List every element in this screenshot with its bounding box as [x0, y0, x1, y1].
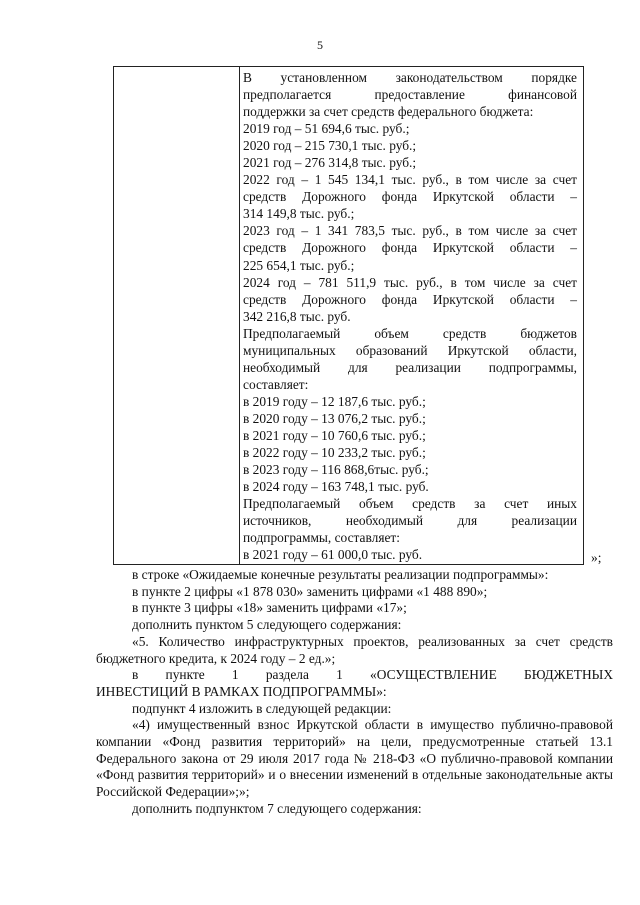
- closing-quote: »;: [591, 550, 602, 565]
- paragraph: в пункте 3 цифры «18» заменить цифрами «17»;: [132, 600, 407, 616]
- municipal-heading: Предполагаемый объем средств бюджетов: [243, 325, 577, 341]
- cell-line: поддержки за счет средств федерального бюджета:: [243, 104, 534, 120]
- cell-line: 225 654,1 тыс. руб.;: [243, 257, 355, 273]
- cell-line: средств Дорожного фонда Иркутской области –: [243, 240, 577, 256]
- cell-line: муниципальных образований Иркутской области,: [243, 342, 577, 358]
- municipal-2020: в 2020 году – 13 076,2 тыс. руб.;: [243, 410, 426, 426]
- municipal-2021: в 2021 году – 10 760,6 тыс. руб.;: [243, 427, 426, 443]
- page-number: 5: [317, 38, 323, 52]
- cell-line: средств Дорожного фонда Иркутской области –: [243, 189, 577, 205]
- municipal-2019: в 2019 году – 12 187,6 тыс. руб.;: [243, 393, 426, 409]
- paragraph: подпункт 4 изложить в следующей редакции:: [132, 700, 392, 716]
- paragraph: «5. Количество инфраструктурных проектов, реализованных за счет средств бюджетного кредита, к 2024 году – 2 ед.»;: [96, 633, 613, 666]
- cell-line: В установленном законодательством порядке: [243, 70, 577, 85]
- cell-line: необходимый для реализации подпрограммы,: [243, 359, 577, 375]
- cell-line: предполагается предоставление финансовой: [243, 87, 577, 103]
- other-sources-heading: Предполагаемый объем средств за счет иных: [243, 496, 577, 512]
- municipal-2023: в 2023 году – 116 868,6тыс. руб.;: [243, 462, 429, 478]
- other-2021: в 2021 году – 61 000,0 тыс. руб.: [243, 547, 423, 563]
- federal-2023: 2023 год – 1 341 783,5 тыс. руб., в том числе за счет: [243, 223, 577, 239]
- column-divider: [239, 67, 240, 564]
- financing-cell: [243, 69, 577, 563]
- paragraph: «4) имущественный взнос Иркутской области в имущество публично-правовой компании «Фонд развития территорий» на цели, предусмотренные статьей 13.1 Федерального закона от 29 июля 2017 года № 218-ФЗ «О публично-правовой компании «Фонд развития территорий» и о внесении изменений в отдельные законодательные акты Российской Федерации»;»;: [96, 717, 613, 800]
- subprogram-passport-table: [113, 66, 584, 565]
- municipal-2024: в 2024 году – 163 748,1 тыс. руб.: [243, 479, 429, 495]
- cell-line: подпрограммы, составляет:: [243, 530, 400, 546]
- cell-line: источников, необходимый для реализации: [243, 513, 577, 529]
- municipal-2022: в 2022 году – 10 233,2 тыс. руб.;: [243, 445, 426, 461]
- document-body: [96, 567, 613, 818]
- cell-line: 342 216,8 тыс. руб.: [243, 308, 351, 324]
- paragraph: в пункте 2 цифры «1 878 030» заменить цифрами «1 488 890»;: [132, 583, 488, 599]
- federal-2020: 2020 год – 215 730,1 тыс. руб.;: [243, 138, 417, 154]
- federal-2024: 2024 год – 781 511,9 тыс. руб., в том числе за счет: [243, 274, 577, 290]
- federal-2022: 2022 год – 1 545 134,1 тыс. руб., в том числе за счет: [243, 172, 577, 188]
- paragraph: дополнить подпунктом 7 следующего содержания:: [132, 800, 422, 816]
- paragraph: дополнить пунктом 5 следующего содержания:: [132, 617, 402, 633]
- section-reference-line: ИНВЕСТИЦИЙ В РАМКАХ ПОДПРОГРАММЫ»:: [96, 683, 387, 699]
- paragraph: в строке «Ожидаемые конечные результаты реализации подпрограммы»:: [132, 567, 549, 582]
- cell-line: составляет:: [243, 376, 309, 392]
- cell-line: 314 149,8 тыс. руб.;: [243, 206, 355, 222]
- federal-2021: 2021 год – 276 314,8 тыс. руб.;: [243, 155, 417, 171]
- section-reference-line: в пункте 1 раздела 1 «ОСУЩЕСТВЛЕНИЕ БЮДЖЕТНЫХ: [132, 667, 613, 683]
- cell-line: средств Дорожного фонда Иркутской области –: [243, 291, 577, 307]
- federal-2019: 2019 год – 51 694,6 тыс. руб.;: [243, 121, 410, 137]
